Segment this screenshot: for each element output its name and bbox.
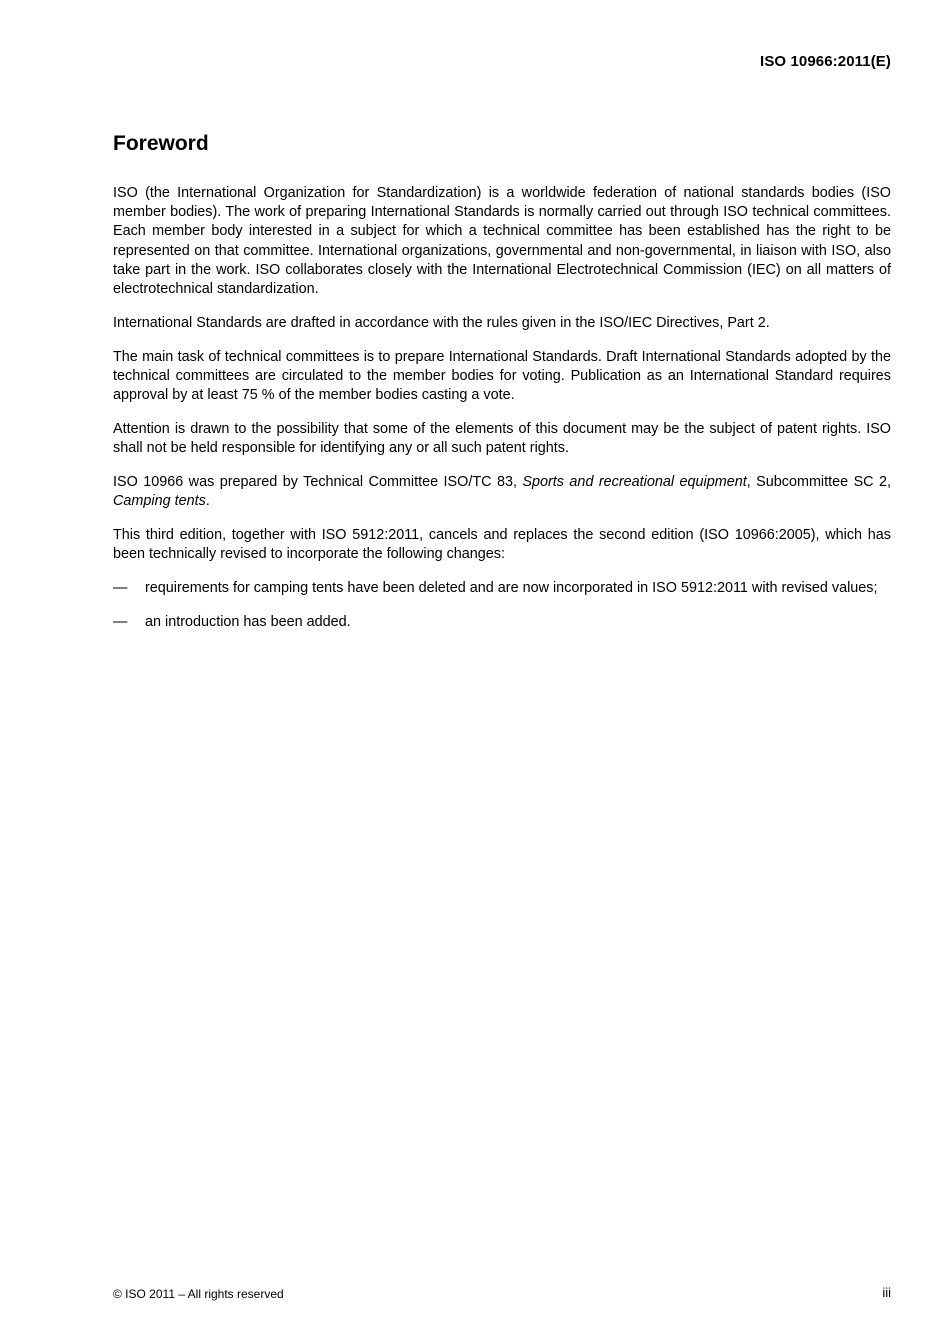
prepared-by-text-3: . — [205, 493, 210, 510]
paragraph-main-task: The main task of technical committees is to prepare International Standards. Draft International Standards adopted by the technical committees are circulated to the member bodies for voting. Publication as an International Standard requires approval by at least 75 % of the member bodies casting a vote. — [113, 348, 891, 404]
paragraph-iso-overview: ISO (the International Organization for Standardization) is a worldwide federation of national standards bodies (ISO member bodies). The work of preparing International Standards is normally carried out through ISO technical committees. Each member body interested in a subject for which a technical committee has been established has the right to be represented on that committee. International organizations, governmental and non-governmental, in liaison with ISO, also take part in the work. ISO collaborates closely with the International Electrotechnical Commission (IEC) on all matters of electrotechnical standardization. — [113, 185, 891, 298]
list-item — [113, 579, 891, 598]
subcommittee-name: Camping tents — [113, 493, 206, 510]
copyright-notice: © ISO 2011 – All rights reserved — [113, 1287, 284, 1301]
prepared-by-text-1: ISO 10966 was prepared by Technical Committee ISO/TC 83, — [113, 473, 523, 490]
list-item — [113, 613, 891, 632]
document-id: ISO 10966:2011(E) — [760, 53, 891, 70]
list-item-text: an introduction has been added. — [145, 613, 351, 630]
foreword-section — [113, 130, 891, 646]
prepared-by-text-2: , Subcommittee SC 2, — [746, 473, 891, 490]
page-number: iii — [882, 1285, 891, 1300]
page-title: Foreword — [113, 132, 209, 155]
list-dash: — — [113, 579, 128, 596]
list-dash: — — [113, 613, 128, 630]
committee-name: Sports and recreational equipment — [522, 473, 747, 490]
paragraph-edition: This third edition, together with ISO 5912:2011, cancels and replaces the second edition (ISO 10966:2005), which has been technically revised to incorporate the following changes: — [113, 526, 891, 563]
changes-list — [113, 579, 891, 632]
paragraph-patent-rights: Attention is drawn to the possibility that some of the elements of this document may be the subject of patent rights. ISO shall not be held responsible for identifying any or all such patent rights. — [113, 420, 891, 457]
paragraph-prepared-by — [113, 473, 891, 511]
list-item-text: requirements for camping tents have been deleted and are now incorporated in ISO 5912:2011 with revised values; — [145, 579, 878, 596]
paragraph-directives: International Standards are drafted in accordance with the rules given in the ISO/IEC Directives, Part 2. — [113, 314, 770, 331]
